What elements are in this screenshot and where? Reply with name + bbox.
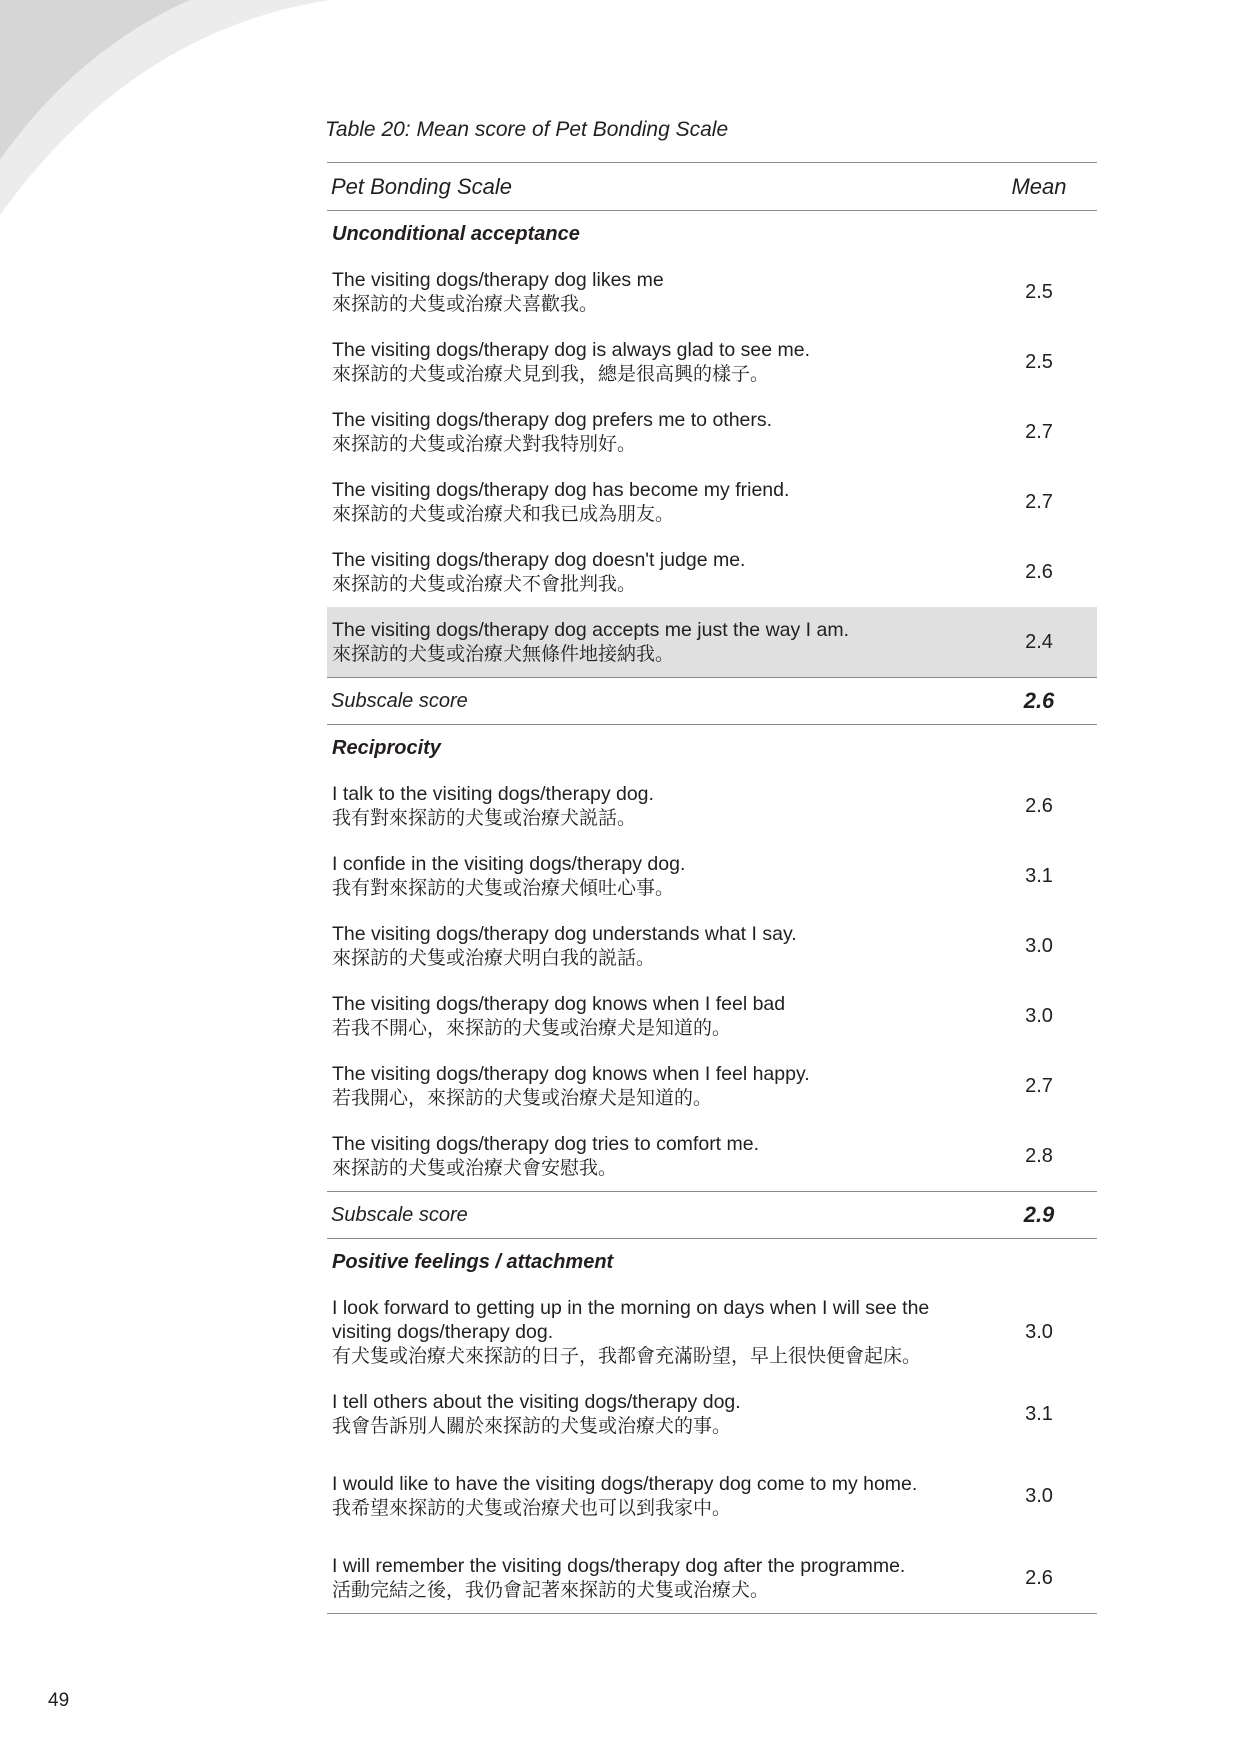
subscale-score: 2.9 (1023, 1202, 1055, 1227)
table-row (327, 257, 1097, 327)
item-mean: 2.4 (1025, 630, 1053, 653)
item-text-en: The visiting dogs/therapy dog has become my friend. (332, 479, 790, 501)
table-row (327, 397, 1097, 467)
item-mean: 2.5 (1025, 280, 1053, 303)
item-text-en: I talk to the visiting dogs/therapy dog. (332, 783, 654, 805)
item-mean: 3.0 (1025, 1484, 1053, 1507)
item-text-en: I tell others about the visiting dogs/therapy dog. (332, 1391, 741, 1413)
subscale-score: 2.6 (1023, 688, 1055, 713)
item-text-en: The visiting dogs/therapy dog accepts me just the way I am. (332, 619, 850, 641)
item-text-zh: 來探訪的犬隻或治療犬不會批判我。 (332, 573, 637, 595)
item-mean: 2.7 (1025, 420, 1053, 443)
table-row (327, 771, 1097, 841)
item-text-en: The visiting dogs/therapy dog is always glad to see me. (332, 339, 811, 361)
item-mean: 2.7 (1025, 490, 1053, 513)
item-mean: 2.6 (1025, 794, 1053, 817)
table-row (327, 1449, 1097, 1543)
section-title: Positive feelings / attachment (332, 1250, 614, 1273)
section-title: Reciprocity (332, 736, 441, 759)
item-mean: 3.0 (1025, 934, 1053, 957)
item-text-zh: 我有對來探訪的犬隻或治療犬説話。 (332, 807, 637, 829)
item-mean: 2.6 (1025, 560, 1053, 583)
item-mean: 2.6 (1025, 1566, 1053, 1589)
item-mean: 3.1 (1025, 1402, 1053, 1425)
page-number: 49 (48, 1690, 70, 1711)
table-row (327, 467, 1097, 537)
item-text-en: The visiting dogs/therapy dog doesn't judge me. (332, 549, 746, 571)
item-text-zh: 我希望來探訪的犬隻或治療犬也可以到我家中。 (332, 1497, 732, 1519)
item-text-zh: 來探訪的犬隻或治療犬無條件地接納我。 (332, 643, 675, 665)
table-caption: Table 20: Mean score of Pet Bonding Scale (325, 118, 729, 141)
item-text-en: I confide in the visiting dogs/therapy dog. (332, 853, 686, 875)
item-text-en: The visiting dogs/therapy dog understands what I say. (332, 923, 797, 945)
item-text-zh: 來探訪的犬隻或治療犬會安慰我。 (332, 1157, 618, 1179)
table-row-highlighted (327, 607, 1097, 677)
item-text-zh: 來探訪的犬隻或治療犬喜歡我。 (332, 293, 599, 315)
subscale-label: Subscale score (331, 689, 468, 712)
pet-bonding-table (327, 162, 1097, 1614)
table-header (327, 163, 1097, 211)
item-text-en: The visiting dogs/therapy dog knows when I feel bad (332, 993, 786, 1015)
item-text-en: I will remember the visiting dogs/therapy dog after the programme. (332, 1555, 906, 1577)
table-row (327, 911, 1097, 981)
item-text-zh: 活動完結之後，我仍會記著來探訪的犬隻或治療犬。 (332, 1579, 770, 1601)
item-text-zh: 來探訪的犬隻或治療犬見到我，總是很高興的樣子。 (332, 363, 770, 385)
item-mean: 2.5 (1025, 350, 1053, 373)
item-text-en: I look forward to getting up in the morning on days when I will see the visiting dogs/therapy dog. (332, 1297, 930, 1343)
table-row (327, 327, 1097, 397)
item-mean: 3.0 (1025, 1320, 1053, 1343)
item-mean: 2.8 (1025, 1144, 1053, 1167)
item-text-en: The visiting dogs/therapy dog tries to comfort me. (332, 1133, 760, 1155)
item-text-zh: 來探訪的犬隻或治療犬和我已成為朋友。 (332, 503, 675, 525)
item-text-zh: 若我不開心，來探訪的犬隻或治療犬是知道的。 (332, 1017, 732, 1039)
item-text-zh: 我會告訴別人關於來探訪的犬隻或治療犬的事。 (332, 1415, 732, 1437)
decorative-swoosh (0, 0, 330, 230)
table-row (327, 981, 1097, 1051)
item-mean: 2.7 (1025, 1074, 1053, 1097)
table-row (327, 841, 1097, 911)
item-text-en: I would like to have the visiting dogs/therapy dog come to my home. (332, 1473, 918, 1495)
table-row (327, 1051, 1097, 1121)
subscale-row (327, 1191, 1097, 1239)
item-text-en: The visiting dogs/therapy dog knows when I feel happy. (332, 1063, 810, 1085)
item-text-en: The visiting dogs/therapy dog likes me (332, 269, 664, 291)
item-text-zh: 來探訪的犬隻或治療犬對我特別好。 (332, 433, 637, 455)
item-mean: 3.1 (1025, 864, 1053, 887)
table-row (327, 537, 1097, 607)
item-text-zh: 若我開心，來探訪的犬隻或治療犬是知道的。 (332, 1087, 713, 1109)
item-text-en: The visiting dogs/therapy dog prefers me to others. (332, 409, 773, 431)
section-title: Unconditional acceptance (332, 222, 580, 245)
table-row (327, 1121, 1097, 1191)
table-row (327, 1285, 1097, 1379)
item-text-zh: 我有對來探訪的犬隻或治療犬傾吐心事。 (332, 877, 675, 899)
item-mean: 3.0 (1025, 1004, 1053, 1027)
table-row (327, 1543, 1097, 1614)
item-text-zh: 來探訪的犬隻或治療犬明白我的説話。 (332, 947, 656, 969)
item-text-zh: 有犬隻或治療犬來探訪的日子，我都會充滿盼望，早上很快便會起床。 (332, 1345, 922, 1367)
subscale-row (327, 677, 1097, 725)
subscale-label: Subscale score (331, 1203, 468, 1226)
header-label: Pet Bonding Scale (331, 173, 513, 199)
table-row (327, 1379, 1097, 1449)
header-mean: Mean (1011, 173, 1067, 199)
